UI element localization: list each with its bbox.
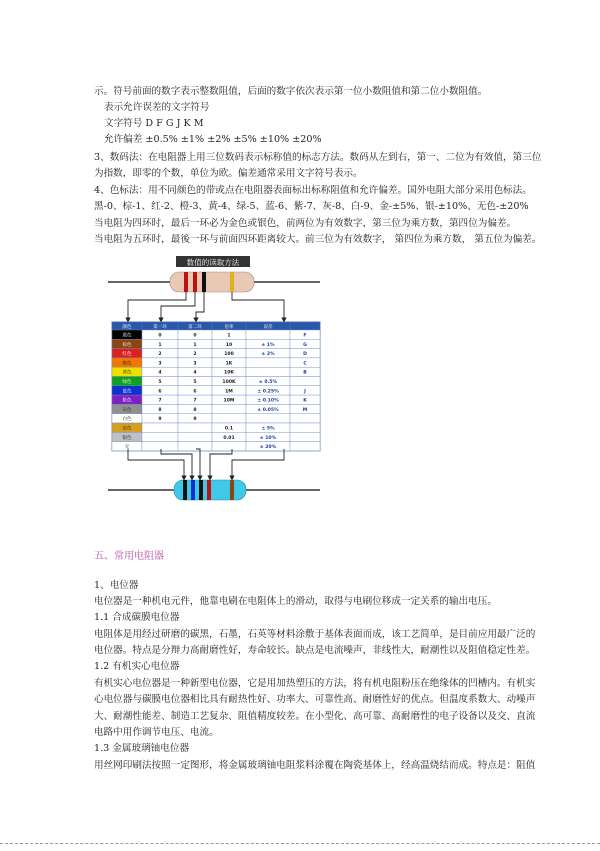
table-cell [178,442,212,451]
text-line: 1.1 合成碳膜电位器 [94,612,180,623]
table-cell-value: 2 [193,352,197,358]
color-name-label: 红色 [122,352,132,358]
text-line: 电阻体是用经过研磨的碳黑，石墨，石英等材料涂敷于基体表面而成，该工艺简单，是目前应用最广泛的 [94,629,536,640]
table-cell-value: 5 [193,380,197,385]
text-line: 1.3 金属玻璃铀电位器 [94,743,190,754]
table-cell [290,423,320,432]
table-cell-value: 7 [193,398,197,404]
table-cell-value: K [303,398,307,404]
table-header-label: 第二环 [188,325,202,330]
table-cell-value: 8 [158,407,162,413]
table-cell-value: 0.01 [223,435,235,441]
table-cell-value: 6 [193,389,197,395]
color-name-label: 无 [124,445,130,451]
table-cell-value: 10 [225,342,233,348]
table-cell [246,330,290,339]
table-cell [290,442,320,451]
text-line: 为指数，即零的个数，单位为欧。偏差通常采用文字符号表示。 [94,168,363,179]
table-cell [246,358,290,367]
figure-title: 数值的读取方法 [186,258,240,267]
table-cell-value: 5 [158,380,162,385]
text-line: 文字符号 D F G J K M [104,118,204,129]
table-cell-value: 1M [225,389,233,395]
table-cell-value: 1K [225,361,233,367]
table-cell [142,442,178,451]
text-line: 电路中用作调节电压、电流。 [94,727,219,738]
text-line: 表示允许误差的文字符号 [104,102,210,113]
table-cell-value: ± 0.10% [257,398,279,404]
color-name-label: 白色 [122,417,132,423]
table-cell-value: 1 [193,342,197,348]
page-footer-rule [0,843,600,844]
text-line: 1.2 有机实心电位器 [94,661,180,672]
table-cell-value: 0 [158,333,162,339]
table-cell-value: M [302,407,308,413]
color-name-label: 黄色 [122,370,132,376]
table-cell-value: ± 2% [261,352,275,358]
table-header-label: 颜色 [122,325,132,330]
table-cell-value: 7 [158,398,162,404]
table-cell-value: 0 [193,333,197,339]
table-cell-value: 100K [222,380,236,385]
table-cell-value: 0.1 [224,426,234,432]
text-line: 当电阻为五环时，最後一环与前面四环距离较大。前三位为有效数字， 第四位为乘方数， 第五位为偏差。 [94,234,542,245]
section-heading: 五、常用电阻器 [94,551,164,562]
bottom-arrows [128,449,284,478]
table-cell-value: ± 0.5% [258,380,278,385]
table-header-label: 误差 [263,325,273,330]
table-cell-value: ± 0.25% [257,389,279,395]
text-line: 电位器是一种机电元件，他靠电刷在电阻体上的滑动，取得与电刷位移成一定关系的输出电压。 [94,596,497,607]
table-cell-value: 10M [223,398,235,404]
table-header-label: 第一环 [153,325,167,330]
table-cell-value: 8 [193,407,197,413]
four-band-resistor-icon [108,272,320,292]
text-line: 大、耐潮性能差、制造工艺复杂、阻值精度较差。在小型化、高可靠、高耐磨性的电子设备以及交、直流 [94,711,536,722]
text-line: 1、电位器 [94,580,139,591]
table-cell-value: 10K [224,370,234,376]
table-cell [142,432,178,441]
table-cell-value: 6 [158,389,162,395]
table-cell [142,423,178,432]
table-header-cell [290,322,320,330]
text-line: 心电位器与碳膜电位器相比具有耐热性好、功率大、可靠性高、耐磨性好的优点。但温度系数大、动噪声 [94,694,536,705]
color-code-table [112,322,320,451]
text-line: 4、色标法：用不同颜色的带或点在电阻器表面标出标称阻值和允许偏差。国外电阻大部分采用色标法。 [94,185,532,196]
table-cell [212,442,246,451]
text-line: 允许偏差 ±0.5% ±1% ±2% ±5% ±10% ±20% [104,134,322,145]
table-header-label: 倍率 [224,325,234,330]
color-name-label: 橙色 [122,361,132,367]
table-cell-value: 9 [158,417,162,423]
table-cell-value: F [303,333,307,339]
table-cell-value: ± 10% [259,435,277,441]
table-cell-value: ± 20% [259,445,277,451]
text-line: 电位器。特点是分辩力高耐磨性好，寿命较长。缺点是电流噪声，非线性大，耐潮性以及阻值稳定性差。 [94,645,536,656]
five-band-resistor-icon [108,480,320,500]
table-cell-value: 1 [158,342,162,348]
color-name-label: 蓝色 [122,389,132,395]
table-cell-value: ± 1% [261,342,275,348]
table-cell [178,423,212,432]
color-name-label: 银色 [122,435,132,441]
table-cell-value: ± 5% [261,426,275,432]
text-line: 用丝网印刷法按照一定图形，将金属玻璃铀电阻浆料涂覆在陶瓷基体上，经高温烧结而成。特点是：阻值 [94,760,536,771]
table-cell [246,367,290,376]
table-cell-value: C [303,361,307,367]
table-cell-value: B [303,370,307,376]
table-cell-value: 4 [158,370,162,376]
color-name-label: 金色 [122,426,132,432]
text-line: 黑-0、棕-1、红-2、橙-3、黄-4、绿-5、蓝-6、紫-7、灰-8、白-9、金-±5%、银-±10%、无色-±20% [94,201,529,212]
table-cell-value: 1 [227,333,231,339]
table-cell [290,432,320,441]
color-name-label: 黑色 [122,333,132,339]
color-name-label: 灰色 [122,407,132,413]
color-name-label: 棕色 [122,342,132,348]
table-cell-value: 4 [193,370,197,376]
table-cell-value: G [303,342,307,348]
table-cell-value: 100 [224,352,234,358]
text-line: 3、数码法：在电阻器上用三位数码表示标称值的标志方法。数码从左到右，第一、二位为有效值，第三位 [94,152,542,163]
table-cell [290,377,320,386]
table-cell-value: ± 0.05% [257,407,279,413]
table-cell-value: 2 [158,352,162,358]
table-cell-value: D [303,352,307,358]
table-cell-value: 3 [158,361,162,367]
table-cell-value: 3 [193,361,197,367]
text-line: 示。符号前面的数字表示整数阻值，后面的数字依次表示第一位小数阻值和第二位小数阻值。 [94,86,488,97]
text-line: 当电阻为四环时，最后一环必为金色或银色，前两位为有效数字，第三位为乘方数，第四位为偏差。 [94,218,517,229]
resistor-color-code-figure [106,252,326,522]
table-cell [178,432,212,441]
table-cell [290,414,320,423]
table-cell [212,414,246,423]
table-cell-value: J [304,389,306,395]
color-name-label: 绿色 [122,380,132,385]
color-name-label: 紫色 [122,398,132,404]
table-cell-value: 9 [193,417,197,423]
table-cell [212,404,246,413]
table-cell [246,414,290,423]
text-line: 有机实心电位器是一种新型电位器，它是用加热塑压的方法，将有机电阻粉压在绝缘体的凹槽内。有机实 [94,678,536,689]
top-arrows [128,292,284,320]
